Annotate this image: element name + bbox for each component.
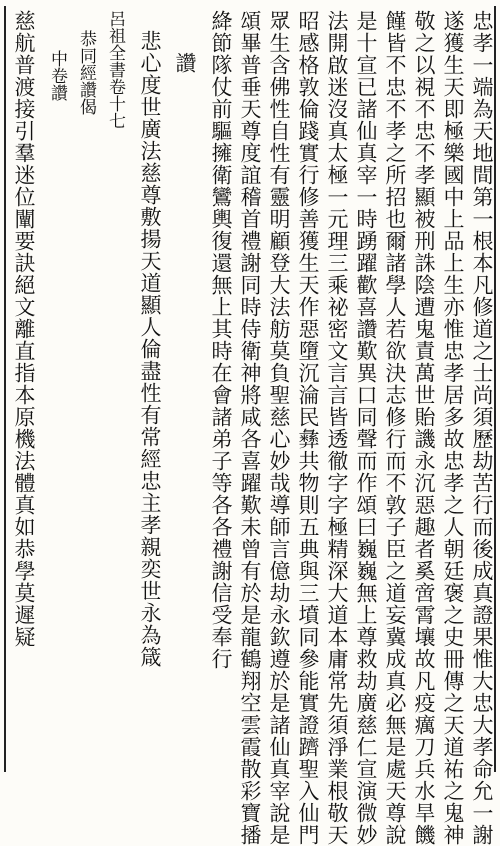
volume-title: 呂祖全書卷十七: [105, 10, 125, 129]
hymn-heading: 讚: [173, 52, 197, 74]
text-column-final: 慈航普渡接引羣迷位闡要訣絕文離直指本原機法體真如恭學莫遲疑: [12, 10, 36, 648]
text-column-2: 遂獲生天即極樂國中上品上生亦惟忠孝居多故忠孝之人朝廷褒之史冊傳之天道祐之鬼神: [441, 10, 465, 846]
text-column-5: 是十宣已諸仙真宰一時踴躍歡喜讚歎異口同聲而作頌曰巍巍無上尊救劫廣慈仁宣演微妙: [354, 10, 378, 846]
text-column-10: 絳節隊仗前驅擁衛鸞輿復還無上其時在會諸弟子等各各禮謝信受奉行: [209, 10, 233, 670]
text-column-3: 敬之以視不忠不孝顯被刑誅陰遭鬼責萬世貽譏永沉惡趣者奚啻霄壤故凡疫癘刀兵水旱饑: [412, 10, 436, 846]
text-column-1: 忠孝一端為天地間第一根本凡修道之士尚須歷劫苦行而後成真證果惟大忠大孝命允一謝: [470, 10, 494, 846]
text-column-6: 法開啟迷沒真太極一元理三乘祕密文言言皆透徹字字極精深大道本庸常先須淨業根敬天: [325, 10, 349, 846]
text-column-9: 頌畢普垂天尊度誼稽首禮謝同時侍衛神將咸各喜躍歎未曾有於是龍鶴翔空雲霞散彩寶播: [238, 10, 262, 846]
text-column-7: 昭感格敦倫踐實行修善獲生天作惡墮沉淪民彝共物則五典與三墳同參能實證躋聖入仙門: [296, 10, 320, 846]
page-border-left: [4, 6, 6, 772]
chapter-title: 中卷讚: [47, 50, 67, 101]
text-column-8: 眾生含佛性自性有靈明顧登大法舫莫負聖慈心妙哉導師言億劫永欽遵於是諸仙真宰說是: [267, 10, 291, 846]
page-border-right: [494, 6, 496, 772]
hymn-verse: 悲心度世廣法慈尊敷揚天道顯人倫盡性有常經忠主孝親奕世永為箴: [138, 30, 162, 668]
section-title: 恭同經讚偈: [76, 30, 96, 115]
text-column-4: 饉皆不忠不孝之所招也爾諸學人若欲決志修行而不敦子臣之道妄冀成真必無是處天尊說: [383, 10, 407, 846]
